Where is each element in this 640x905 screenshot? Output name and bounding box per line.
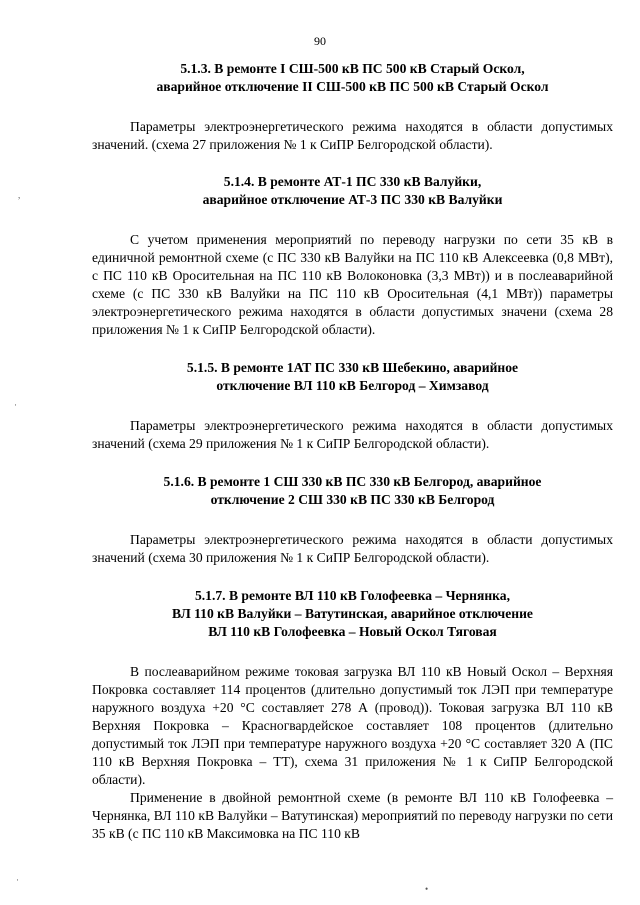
heading-line: аварийное отключение II СШ-500 кВ ПС 500 кВ Старый Оскол xyxy=(156,79,549,94)
paragraph: В послеаварийном режиме токовая загрузка ВЛ 110 кВ Новый Оскол – Верхняя Покровка составляет 114 процентов (длительно допустимый ток ЛЭП при температуре наружного воздуха +20 °С составляет 278 А (провод)). Токовая загрузка ВЛ 110 кВ Верхняя Покровка – Красногвардейское составляет 108 процентов (длительно допустимый ток ЛЭП при температуре наружного воздуха +20 °С составляет 320 А (ПС 110 кВ Верхняя Покровка – ТТ), схема 31 приложения № 1 к СиПР Белгородской области). xyxy=(92,664,613,787)
section-heading xyxy=(92,359,613,395)
document-body xyxy=(92,60,613,843)
scan-mark: · xyxy=(16,875,19,885)
section-5-1-3 xyxy=(92,60,613,154)
heading-line: 5.1.5. В ремонте 1АТ ПС 330 кВ Шебекино, аварийное xyxy=(186,360,519,375)
section-heading xyxy=(92,60,613,96)
page-number: 90 xyxy=(314,34,326,48)
scan-mark: • xyxy=(425,884,429,894)
heading-line: ВЛ 110 кВ Голофеевка – Новый Оскол Тяговая xyxy=(208,624,497,639)
section-heading xyxy=(92,473,613,509)
heading-line: 5.1.7. В ремонте ВЛ 110 кВ Голофеевка – Чернянка, xyxy=(194,588,510,603)
section-5-1-7 xyxy=(92,587,613,843)
section-heading xyxy=(92,173,613,209)
scan-mark: , xyxy=(18,190,21,200)
heading-line: отключение 2 СШ 330 кВ ПС 330 кВ Белгород xyxy=(210,492,495,507)
section-5-1-6 xyxy=(92,473,613,567)
heading-line: 5.1.4. В ремонте АТ-1 ПС 330 кВ Валуйки, xyxy=(223,174,482,189)
heading-line: ВЛ 110 кВ Валуйки – Ватутинская, аварийное отключение xyxy=(172,606,533,621)
section-5-1-5 xyxy=(92,359,613,453)
paragraph: С учетом применения мероприятий по переводу нагрузки по сети 35 кВ в единичной ремонтной схеме (с ПС 330 кВ Валуйки на ПС 110 кВ Алексеевка (0,8 МВт), с ПС 110 кВ Оросительная на ПС 110 кВ Волоконовка (3,3 МВт)) и в послеаварийной схеме (с ПС 330 кВ Валуйки на ПС 110 кВ Оросительная (4,1 МВт)) параметры электроэнергетического режима находятся в области допустимых значени (схема 28 приложения № 1 к СиПР Белгородской области). xyxy=(92,232,613,337)
section-5-1-4 xyxy=(92,173,613,339)
heading-line: 5.1.6. В ремонте 1 СШ 330 кВ ПС 330 кВ Белгород, аварийное xyxy=(163,474,542,489)
heading-line: 5.1.3. В ремонте I СШ-500 кВ ПС 500 кВ Старый Оскол, xyxy=(180,61,525,76)
paragraph: Применение в двойной ремонтной схеме (в ремонте ВЛ 110 кВ Голофеевка – Чернянка, ВЛ 110 кВ Валуйки – Ватутинская) мероприятий по переводу нагрузки по сети 35 кВ (с ПС 110 кВ Максимовка на ПС 110 кВ xyxy=(92,790,613,841)
section-heading xyxy=(92,587,613,641)
paragraph: Параметры электроэнергетического режима находятся в области допустимых значений (схема 30 приложения № 1 к СиПР Белгородской области). xyxy=(92,532,613,565)
heading-line: отключение ВЛ 110 кВ Белгород – Химзавод xyxy=(216,378,489,393)
scan-mark: · xyxy=(14,400,17,410)
heading-line: аварийное отключение АТ-3 ПС 330 кВ Валуйки xyxy=(202,192,503,207)
paragraph: Параметры электроэнергетического режима находятся в области допустимых значений. (схема 27 приложения № 1 к СиПР Белгородской области). xyxy=(92,119,613,152)
paragraph: Параметры электроэнергетического режима находятся в области допустимых значений (схема 29 приложения № 1 к СиПР Белгородской области). xyxy=(92,418,613,451)
